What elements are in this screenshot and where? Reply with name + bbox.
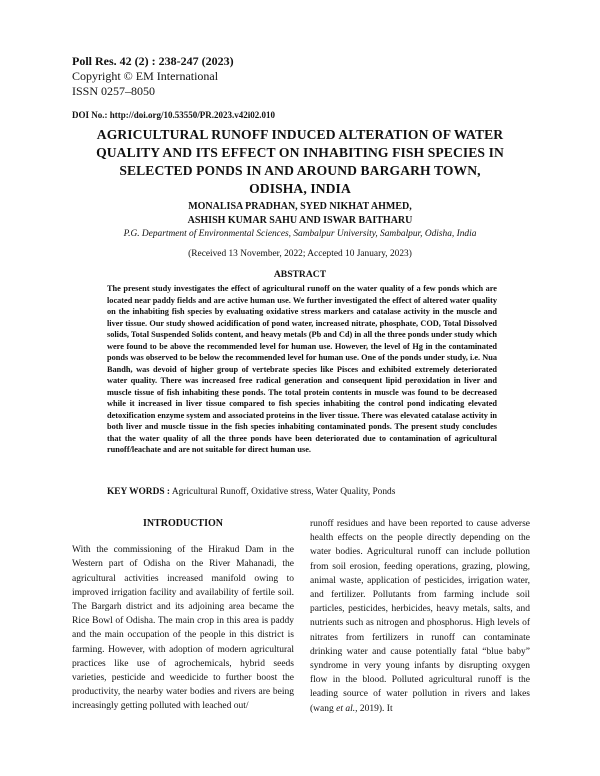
keywords-label: KEY WORDS : bbox=[107, 487, 171, 497]
keywords bbox=[107, 487, 507, 497]
intro-paragraph-left: With the commissioning of the Hirakud Dam in the Western part of Odisha on the River Mahanadi, the agricultural activities increased manifold owing to improved irrigation facility and availability of fertile soil. The Bargarh district and its adjoining area became the Rice Bowl of Odisha. The main crop in this area is paddy and the main occupation of the people in this district is farming. However, with adoption of modern agricultural practices like use of agrochemicals, hybrid seeds varieties, pesticide and weedicide to further boost the productivity, the nearby water bodies and rivers are being increasingly getting polluted with leached out/ bbox=[72, 545, 294, 712]
abstract-text: The present study investigates the effect of agricultural runoff on the water quality of a few ponds which are located near paddy fields and are active human use. We further investigated the effect of altered water quality on the inhabiting fish species by evaluating oxidative stress markers and catalase activity in the muscle and liver tissue. Our study showed acidification of pond water, increased nitrate, phosphate, COD, Total Dissolved solids, Total Suspended Solids content, and heavy metals (Pb and Cd) in all the three ponds under study which were found to be above the recommended level for human use. However, the level of Hg in the contaminated ponds was observed to be below the recommended level for human use. One of the ponds under study, i.e. Nua Bandh, was devoid of higher group of vertebrate species like Pisces and exhibited extremely deteriorated water quality. There was increased free radical generation and consequent lipid peroxidation in liver and muscle tissue of fish inhabiting these ponds. The total protein contents in muscle was found to be decreased while it increased in liver tissue compared to fish species inhabiting the control pond indicating elevated detoxification enzyme system and associated proteins in the liver tissue. There was elevated catalase activity in both liver and muscle tissue in the fish species inhabiting contaminated ponds. The present study concludes that the water quality of all the three ponds have been deteriorated due to contamination of agricultural runoff/leachate and are not suitable for direct human use. bbox=[107, 284, 497, 454]
journal-info bbox=[72, 54, 234, 99]
keywords-text: Agricultural Runoff, Oxidative stress, Water Quality, Ponds bbox=[171, 487, 396, 497]
introduction-heading: INTRODUCTION bbox=[142, 518, 223, 529]
left-column bbox=[72, 517, 294, 714]
intro-text-part: runoff residues and have been reported to cause adverse health effects on the people directly depending on the water bodies. Agricultural runoff can include pollution from soil erosion, feeding operations, grazing, plowing, animal waste, application of pesticides, irrigation water, and fertilizer. Pollutants from farming include soil particles, pesticides, herbicides, heavy metals, salts, and nutrients such as nitrogen and phosphorus. High levels of nitrates from fertilizers in runoff can contaminate drinking water and cause potentially fatal “blue baby” syndrome in very young infants by disrupting oxygen flow in the blood. Polluted agricultural runoff is the leading source of water pollution in rivers and lakes (wang bbox=[310, 519, 530, 714]
authors-line: MONALISA PRADHAN, SYED NIKHAT AHMED, bbox=[188, 201, 412, 212]
authors-line: ASHISH KUMAR SAHU AND ISWAR BAITHARU bbox=[187, 215, 413, 226]
doi-link[interactable]: DOI No.: http://doi.org/10.53550/PR.2023.v42i02.010 bbox=[72, 110, 276, 120]
title-line: AGRICULTURAL RUNOFF INDUCED ALTERATION OF WATER bbox=[96, 127, 504, 142]
abstract-heading: ABSTRACT bbox=[273, 269, 327, 280]
paper-title bbox=[80, 126, 520, 198]
title-line: QUALITY AND ITS EFFECT ON INHABITING FISH SPECIES IN bbox=[96, 145, 504, 160]
intro-text-italic: et al., bbox=[336, 703, 358, 714]
journal-citation: Poll Res. 42 (2) : 238-247 (2023) bbox=[72, 54, 234, 68]
intro-text-part: 2019). It bbox=[357, 703, 393, 714]
title-line: ODISHA, INDIA bbox=[249, 181, 351, 196]
copyright: Copyright © EM International bbox=[72, 69, 219, 83]
right-column bbox=[310, 517, 530, 716]
received-dates: (Received 13 November, 2022; Accepted 10 January, 2023) bbox=[188, 249, 412, 259]
title-line: SELECTED PONDS IN AND AROUND BARGARH TOWN, bbox=[119, 163, 481, 178]
intro-paragraph-right bbox=[310, 517, 530, 716]
issn: ISSN 0257–8050 bbox=[72, 84, 156, 98]
affiliation: P.G. Department of Environmental Sciences, Sambalpur University, Sambalpur, Odisha, India bbox=[123, 229, 477, 239]
authors bbox=[80, 200, 520, 228]
